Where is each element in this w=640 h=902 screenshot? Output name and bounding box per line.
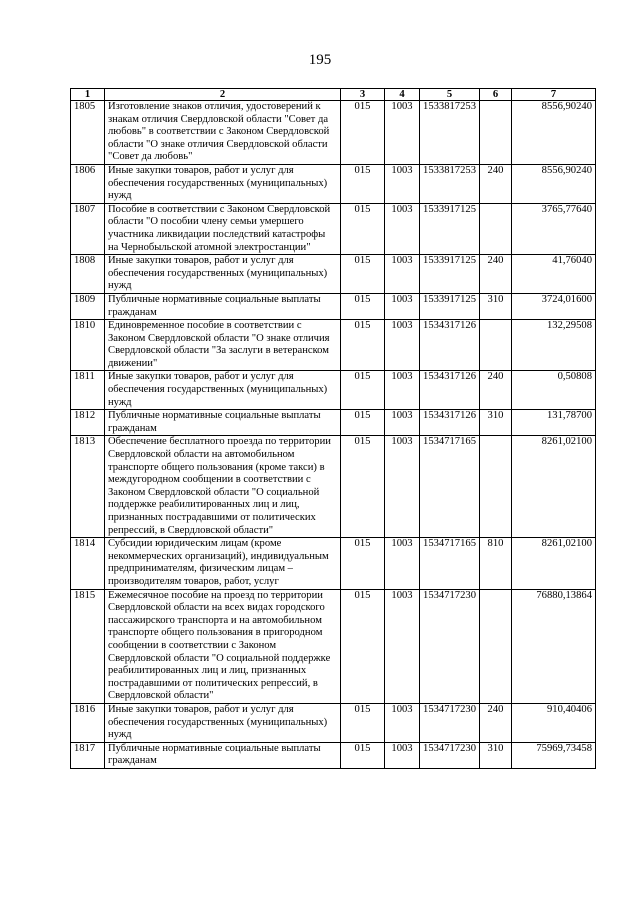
- expense-type-cell: 240: [480, 703, 512, 742]
- header-cell: 2: [105, 89, 341, 101]
- row-name-cell: Публичные нормативные социальные выплаты гражданам: [105, 410, 341, 436]
- table-header-row: [71, 89, 596, 101]
- ministry-code-cell: 015: [341, 703, 385, 742]
- target-article-cell: 1534717230: [420, 742, 480, 768]
- section-code-cell: 1003: [385, 703, 420, 742]
- table-row: [71, 436, 596, 538]
- expense-type-cell: [480, 436, 512, 538]
- table-row: [71, 589, 596, 703]
- row-number-cell: 1805: [71, 101, 105, 165]
- expense-type-cell: 310: [480, 742, 512, 768]
- target-article-cell: 1534717230: [420, 589, 480, 703]
- expense-type-cell: 240: [480, 164, 512, 203]
- target-article-cell: 1534317126: [420, 410, 480, 436]
- table-row: [71, 742, 596, 768]
- section-code-cell: 1003: [385, 371, 420, 410]
- ministry-code-cell: 015: [341, 410, 385, 436]
- section-code-cell: 1003: [385, 742, 420, 768]
- expense-type-cell: [480, 320, 512, 371]
- amount-cell: 76880,13864: [512, 589, 596, 703]
- row-number-cell: 1810: [71, 320, 105, 371]
- amount-cell: 131,78700: [512, 410, 596, 436]
- ministry-code-cell: 015: [341, 742, 385, 768]
- expense-type-cell: 240: [480, 255, 512, 294]
- ministry-code-cell: 015: [341, 371, 385, 410]
- row-number-cell: 1814: [71, 538, 105, 589]
- section-code-cell: 1003: [385, 538, 420, 589]
- table-row: [71, 164, 596, 203]
- row-name-cell: Публичные нормативные социальные выплаты гражданам: [105, 293, 341, 319]
- section-code-cell: 1003: [385, 203, 420, 254]
- row-number-cell: 1808: [71, 255, 105, 294]
- amount-cell: 75969,73458: [512, 742, 596, 768]
- section-code-cell: 1003: [385, 101, 420, 165]
- header-cell: 4: [385, 89, 420, 101]
- ministry-code-cell: 015: [341, 320, 385, 371]
- target-article-cell: 1534317126: [420, 320, 480, 371]
- target-article-cell: 1533817253: [420, 164, 480, 203]
- amount-cell: 910,40406: [512, 703, 596, 742]
- row-name-cell: Ежемесячное пособие на проезд по территории Свердловской области на всех видах городского пассажирского транспорта и на автомобильном транспорте общего пользования в пригородном сообщении в соответствии с Законом Свердловской области "О социальной поддержке реабилитированных лиц и лиц, признанных пострадавшими от политических репрессий, в Свердловской области": [105, 589, 341, 703]
- row-number-cell: 1811: [71, 371, 105, 410]
- amount-cell: 0,50808: [512, 371, 596, 410]
- ministry-code-cell: 015: [341, 164, 385, 203]
- row-number-cell: 1807: [71, 203, 105, 254]
- header-cell: 5: [420, 89, 480, 101]
- target-article-cell: 1533817253: [420, 101, 480, 165]
- target-article-cell: 1534717165: [420, 538, 480, 589]
- header-cell: 3: [341, 89, 385, 101]
- expense-type-cell: [480, 203, 512, 254]
- table-row: [71, 320, 596, 371]
- ministry-code-cell: 015: [341, 255, 385, 294]
- row-number-cell: 1817: [71, 742, 105, 768]
- ministry-code-cell: 015: [341, 293, 385, 319]
- table-row: [71, 101, 596, 165]
- section-code-cell: 1003: [385, 589, 420, 703]
- row-number-cell: 1806: [71, 164, 105, 203]
- row-name-cell: Субсидии юридическим лицам (кроме некоммерческих организаций), индивидуальным предпринимателям, физическим лицам – производителям товаров, работ, услуг: [105, 538, 341, 589]
- budget-table: [70, 88, 596, 769]
- row-name-cell: Обеспечение бесплатного проезда по территории Свердловской области на автомобильном транспорте общего пользования (кроме такси) в междугородном сообщении в соответствии с Законом Свердловской области "О социальной поддержке реабилитированных лиц и лиц, признанных пострадавшими от политических репрессий, в Свердловской области": [105, 436, 341, 538]
- target-article-cell: 1533917125: [420, 203, 480, 254]
- table-row: [71, 255, 596, 294]
- expense-type-cell: [480, 101, 512, 165]
- row-name-cell: Изготовление знаков отличия, удостоверений к знакам отличия Свердловской области "Совет да любовь" в соответствии с Законом Свердловской области "О знаке отличия Свердловской области "Совет да любовь": [105, 101, 341, 165]
- target-article-cell: 1534317126: [420, 371, 480, 410]
- row-name-cell: Иные закупки товаров, работ и услуг для обеспечения государственных (муниципальных) нужд: [105, 371, 341, 410]
- target-article-cell: 1533917125: [420, 293, 480, 319]
- header-cell: 1: [71, 89, 105, 101]
- section-code-cell: 1003: [385, 164, 420, 203]
- row-name-cell: Иные закупки товаров, работ и услуг для обеспечения государственных (муниципальных) нужд: [105, 255, 341, 294]
- expense-type-cell: 310: [480, 410, 512, 436]
- row-name-cell: Пособие в соответствии с Законом Свердловской области "О пособии члену семьи умершего участника ликвидации последствий катастрофы на Чернобыльской атомной электростанции": [105, 203, 341, 254]
- expense-type-cell: 240: [480, 371, 512, 410]
- target-article-cell: 1534717230: [420, 703, 480, 742]
- amount-cell: 8556,90240: [512, 101, 596, 165]
- row-name-cell: Иные закупки товаров, работ и услуг для обеспечения государственных (муниципальных) нужд: [105, 164, 341, 203]
- section-code-cell: 1003: [385, 410, 420, 436]
- section-code-cell: 1003: [385, 436, 420, 538]
- amount-cell: 8556,90240: [512, 164, 596, 203]
- table-row: [71, 203, 596, 254]
- expense-type-cell: 310: [480, 293, 512, 319]
- table-row: [71, 703, 596, 742]
- amount-cell: 3765,77640: [512, 203, 596, 254]
- table-row: [71, 293, 596, 319]
- amount-cell: 3724,01600: [512, 293, 596, 319]
- expense-type-cell: 810: [480, 538, 512, 589]
- target-article-cell: 1533917125: [420, 255, 480, 294]
- table-row: [71, 410, 596, 436]
- row-name-cell: Публичные нормативные социальные выплаты гражданам: [105, 742, 341, 768]
- amount-cell: 8261,02100: [512, 538, 596, 589]
- ministry-code-cell: 015: [341, 538, 385, 589]
- amount-cell: 41,76040: [512, 255, 596, 294]
- ministry-code-cell: 015: [341, 203, 385, 254]
- table-row: [71, 371, 596, 410]
- table-row: [71, 538, 596, 589]
- header-cell: 7: [512, 89, 596, 101]
- row-name-cell: Иные закупки товаров, работ и услуг для обеспечения государственных (муниципальных) нужд: [105, 703, 341, 742]
- page-number: 195: [308, 52, 332, 68]
- ministry-code-cell: 015: [341, 101, 385, 165]
- row-number-cell: 1816: [71, 703, 105, 742]
- section-code-cell: 1003: [385, 293, 420, 319]
- target-article-cell: 1534717165: [420, 436, 480, 538]
- amount-cell: 132,29508: [512, 320, 596, 371]
- row-name-cell: Единовременное пособие в соответствии с Законом Свердловской области "О знаке отличия Свердловской области "За заслуги в ветеранском движении": [105, 320, 341, 371]
- row-number-cell: 1815: [71, 589, 105, 703]
- ministry-code-cell: 015: [341, 589, 385, 703]
- expense-type-cell: [480, 589, 512, 703]
- section-code-cell: 1003: [385, 255, 420, 294]
- section-code-cell: 1003: [385, 320, 420, 371]
- row-number-cell: 1813: [71, 436, 105, 538]
- amount-cell: 8261,02100: [512, 436, 596, 538]
- row-number-cell: 1812: [71, 410, 105, 436]
- header-cell: 6: [480, 89, 512, 101]
- ministry-code-cell: 015: [341, 436, 385, 538]
- row-number-cell: 1809: [71, 293, 105, 319]
